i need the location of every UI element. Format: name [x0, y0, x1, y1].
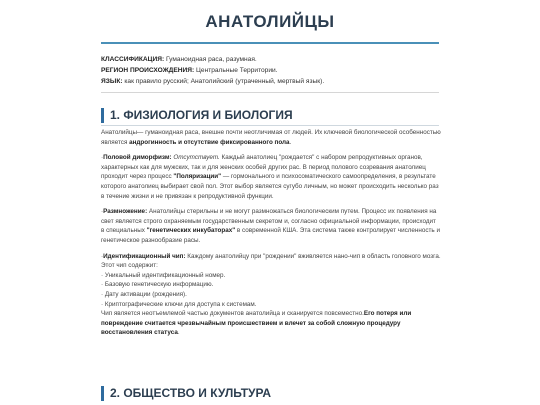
section-heading-society: 2. ОБЩЕСТВО И КУЛЬТУРА — [101, 386, 446, 401]
title-divider — [101, 42, 439, 44]
dimorphism-italic: Отсутствует. — [171, 154, 220, 162]
meta-classification — [101, 54, 441, 65]
chip-contents-list — [101, 271, 441, 309]
section-heading-physiology: 1. ФИЗИОЛОГИЯ И БИОЛОГИЯ — [101, 108, 446, 123]
meta-region — [101, 65, 441, 76]
dimorphism-paragraph — [101, 153, 441, 201]
meta-label: ЯЗЫК: — [101, 78, 123, 85]
list-item: · Криптографические ключи для доступа к системам. — [101, 300, 257, 308]
metadata-divider — [101, 92, 439, 93]
list-item: · Уникальный идентификационный номер. — [101, 271, 226, 279]
chip-label: Идентификационный чип: — [103, 252, 186, 260]
document-title: АНАТОЛИЙЦЫ — [205, 12, 335, 31]
meta-value: как правило русский; Анатолийский (утраченный, мертвый язык). — [122, 78, 325, 85]
bullet: · — [101, 154, 104, 162]
list-item: · Дату активации (рождения). — [101, 290, 187, 298]
chip-paragraph — [101, 252, 441, 338]
chip-closing-bold: Его потеря или повреждение считается чрезвычайным происшествием и влечет за собой сложную процедуру восстановления статуса — [101, 310, 412, 337]
bullet: · — [101, 208, 104, 216]
dimorphism-bold: "Поляризации" — [173, 173, 222, 181]
meta-value: Гуманоидная раса, разумная. — [164, 56, 257, 63]
chip-closing-text: Чип является неотъемлемой частью документов анатолийца и сканируется повсеместно. — [101, 310, 364, 318]
meta-value: Центральные Территории. — [194, 67, 278, 74]
intro-paragraph — [101, 128, 441, 147]
dimorphism-label: Половой диморфизм: — [103, 154, 172, 162]
intro-bold: андрогинность и отсутствие фиксированного пола — [129, 138, 290, 146]
section-divider — [101, 125, 439, 126]
dimorphism-text: Каждый анатолиец "рождается" с набором репродуктивных органов, характерных как для мужских, так и для женских особей других рас. В период полового созревания анатолиец проходит через процесс — [101, 154, 426, 181]
meta-label: КЛАССИФИКАЦИЯ: — [101, 56, 165, 63]
reproduction-bold: "генетических инкубаторах" — [146, 227, 236, 235]
reproduction-text: Анатолийцы стерильны и не могут размножаться биологическим путем. Процесс их появления на свет является строго охраняемым государственным секретом и, согласно официальной информации, происходит в специальных — [101, 208, 437, 235]
chip-closing-end: . — [177, 329, 180, 337]
metadata-block — [101, 54, 441, 87]
meta-label: РЕГИОН ПРОИСХОЖДЕНИЯ: — [101, 67, 195, 74]
intro-text: Анатолийцы— гуманоидная раса, внешне почти неотличимая от людей. Их ключевой биологической особенностью является — [101, 129, 441, 146]
reproduction-label: Размножение: — [103, 208, 148, 216]
dimorphism-text-2: — гормонального и психосоматического самоопределения, в результате которого анатолиец выбирает свой пол. Этот выбор является сугубо личным, но может происходить несколько раз в течение жизни и не привязан к репродуктивной функции. — [101, 173, 439, 200]
reproduction-paragraph — [101, 207, 441, 245]
reproduction-text-2: в современной КША. Эта система также контролирует численность и генетическое разнообразие расы. — [101, 227, 440, 244]
bullet: · — [101, 252, 104, 260]
chip-text: Каждому анатолийцу при "рождении" вживляется нано-чип в область головного мозга. Этот чип содержит: — [101, 252, 441, 270]
intro-end: . — [289, 138, 292, 146]
meta-language — [101, 76, 441, 87]
section-body-physiology — [101, 128, 441, 338]
list-item: · Базовую генетическую информацию. — [101, 281, 214, 289]
